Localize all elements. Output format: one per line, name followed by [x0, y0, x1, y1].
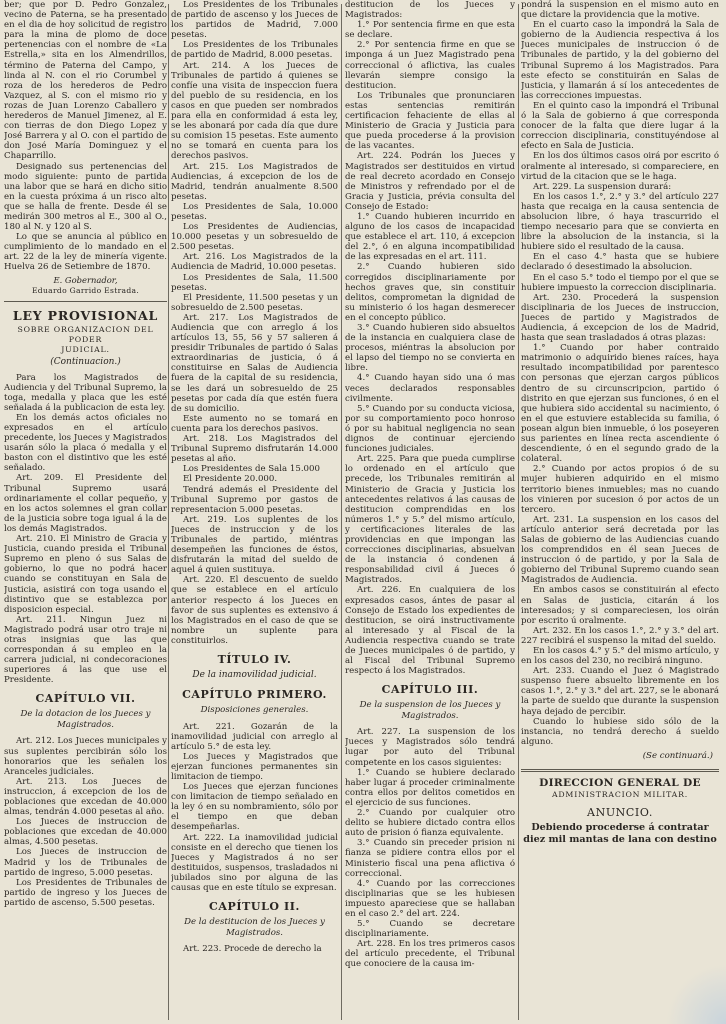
article-228: Art. 228. En los tres primeros casos del artículo precedente, el Tribunal que conociere de la causa im- — [345, 939, 515, 970]
article-224: Art. 224. Podrán los Jueces y Magistrados ser destituidos en virtud de real decreto acordado en Consejo de Ministros y refrendado por el de Gracia y Justicia, prévia consulta del Consejo de Estado: — [345, 151, 515, 212]
chapter-heading: CAPÍTULO VII. — [35, 692, 136, 706]
article-211: Art. 211. Ningun Juez ni Magistrado podrá usar otro traje ni otras insignias que las que correspondan á su empleo en la carrera judicial, ni condecoraciones superiores á las que use el Presidente. — [4, 614, 167, 686]
paragraph: Los Presidentes de Tribunales de partido de ingreso y los Jueces de partido de ascenso, 5.500 pesetas. — [4, 877, 167, 908]
column-rule — [518, 4, 519, 1020]
paragraph: Tendrá además el Presidente del Tribunal Supremo por gastos de representacion 5.000 pesetas. — [171, 484, 338, 515]
column-rule — [341, 4, 342, 1020]
paragraph: 3.° Cuando sin preceder prision ni fianza se pidiere contra ellos por el Ministerio fiscal una pena aflictiva ó correccional. — [345, 838, 515, 879]
announcement-text: Debiendo procederse á contratar diez mil mantas de lana con destino — [523, 821, 717, 845]
chapter-subtitle: De la destitucion de los Jueces y Magistrados. — [184, 917, 325, 938]
paragraph: Cuando lo hubiese sido sólo de la instancia, no tendrá derecho á sueldo alguno. — [521, 716, 719, 747]
chapter-heading: CAPÍTULO II. — [209, 900, 300, 914]
signature-role: E. Gobernador, — [53, 274, 118, 285]
title-subtitle: De la inamovilidad judicial. — [192, 670, 317, 680]
paragraph: Para los Magistrados de Audiencia y del Tribunal Supremo, la toga, medalla y placa que les esté señalada á la publicacion de esta ley. — [4, 372, 167, 413]
paragraph: Los Presidentes de Sala 15.000 — [183, 464, 320, 475]
article-226: Art. 226. En cualquiera de los expresados casos, ántes de pasar al Consejo de Estado los expedientes de destitucion, se oirá instructivamente al interesado y al Fiscal de la Audiencia respectiva cuando se trate de Jueces municipales ó de partido, y al Fiscal del Tribunal Supremo respecto á los Magistrados. — [345, 585, 515, 677]
paragraph: Este aumento no se tomará en cuenta para los derechos pasivos. — [171, 413, 338, 434]
paragraph: En el quinto caso la impondrá el Tribunal ó la Sala de gobierno á que corresponda conocer de la falta que diere lugar á la correccion disciplinaria, constituyéndose al efecto en Sala de Justicia. — [521, 100, 719, 152]
paragraph: Los Jueces de instruccion de Madrid y los de Tribunales de partido de ingreso, 5.000 pesetas. — [4, 847, 167, 878]
law-subtitle-2: JUDICIAL. — [61, 344, 110, 354]
signature-name: Eduardo Garrido Estrada. — [31, 285, 140, 295]
paragraph: 2.° Cuando por cualquier otro delito se hubiere dictado contra ellos auto de prision ó fianza equivalente. — [345, 808, 515, 839]
article-213: Art. 213. Los Jueces de instruccion, á excepcion de los de poblaciones que excedan de 40.000 almas, tendrán 4.000 pesetas al año. — [4, 776, 167, 818]
paragraph: Los Presidentes de Sala, 11.500 pesetas. — [171, 272, 338, 293]
article-219: Art. 219. Los suplentes de los Jueces de instruccion y de los Tribunales de partido, miéntras desempeñen las funciones de éstos, disfrutarán la mitad del sueldo de aquel á quien sustituya. — [171, 514, 338, 576]
article-230: Art. 230. Procederá la suspension disciplinaria de los Jueces de instruccion, Jueces de partido y Magistrados de Audiencia, á excepcion de los de Madrid, hasta que sean trasladados á otras plazas: — [521, 292, 719, 344]
divider — [4, 301, 167, 302]
article-212: Art. 212. Los Jueces municipales y sus suplentes percibirán sólo los honorarios que les señalen los Aranceles judiciales. — [4, 736, 167, 777]
paragraph: destitucion de los Jueces y Magistrados: — [345, 0, 515, 21]
column-1 — [4, 0, 167, 1024]
chapter-subtitle: Disposiciones generales. — [200, 705, 309, 715]
paragraph: Lo que se anuncia al público en cumplimiento de lo mandado en el art. 22 de la ley de minería vigente. Huelva 26 de Setiembre de 1870. — [4, 232, 167, 273]
paragraph: El Presidente, 11.500 pesetas y un sobresueldo de 2.500 pesetas. — [171, 292, 338, 313]
paragraph: En el cuarto caso la impondrá la Sala de gobierno de la Audiencia respectiva á los Jueces municipales de instruccion ó de Tribunales de partido, y la del gobierno del Tribunal Supremo á los Magistrados. Para este efecto se constituirán en Salas de Justicia, y llamarán á sí los antecedentes de las correcciones impuestas. — [521, 20, 719, 101]
paragraph: Designado sus pertenencias del modo siguiente: punto de partida una labor que se hará en dicho sitio en la cuesta próxima á un risco alto que se halla de frente. Desde él se medirán 300 metros al E., 300 al O., 180 al N. y 120 al S. — [4, 161, 167, 233]
paragraph: El Presidente 20.000. — [183, 474, 278, 485]
paragraph: Los Presidentes de Sala, 10.000 pesetas. — [171, 201, 338, 222]
column-4 — [521, 0, 719, 1024]
article-218: Art. 218. Los Magistrados del Tribunal Supremo disfrutarán 14.000 pesetas al año. — [171, 434, 338, 465]
paragraph: 5.° Cuando se decretare disciplinariamente. — [345, 919, 515, 940]
mine-registration-text: ber; que por D. Pedro Gonzalez, vecino de Paterna, se ha presentado en el dia de hoy solicitud de registro para la mina de plomo de doce pertenencias con el nombre de «La Estrella,» sita en los Almendrillos, término de Paterna del Campo, y linda al N. con el rio Corumbel y roza de los herederos de Pedro Vazquez, al S. con el mismo rio y rozas de Juan Lorenzo Caballero y herederos de Manuel Jimenez, al E. con tierras de don Diego Lopez y José Barrera y al O. con el partido de don José María Dominguez y el Chaparrillo. — [4, 0, 167, 162]
paragraph: 2.° Por sentencia firme en que se imponga á un Juez Magistrado pena correccional ó aflictiva, las cuales llevarán siempre consigo la destitucion. — [345, 40, 515, 91]
article-231: Art. 231. La suspension en los casos del artículo anterior será decretada por las Salas de gobierno de las Audiencias cuando los comprendidos en él sean Jueces de instruccion ó de partido, y por la Sala de gobierno del Tribunal Supremo cuando sean Magistrados de Audiencia. — [521, 514, 719, 586]
paragraph: 1.° Cuando por haber contraido matrimonio o adquirido bienes raíces, haya resultado incompatibilidad por parentesco con personas que ejerzan cargos públicos dentro de su circunscripcion, partido ó distrito en que ejerzan sus funciones, ó en el que hubiera sido accidental su nacimiento, ó en el que estuviere establecida su familia, ó posean algun bien inmueble, ó los poseyeren sus parientes en línea recta ascendiente ó descendiente, ó en el segundo grado de la colateral. — [521, 343, 719, 465]
continuation-note: (Continuacion.) — [50, 356, 121, 367]
paragraph: En los casos 1.°, 2.° y 3.° del artículo 227 hasta que recaiga en la causa sentencia de absolucion libre, ó haya trascurrido el tiempo necesario para que se convierta en libre la absolucion de la instancia, si la hubiere sido el resultado de la causa. — [521, 191, 719, 253]
paper-stain — [666, 964, 726, 1024]
article-227: Art. 227. La suspension de los Jueces y Magistrados sólo tendrá lugar por auto del Tribunal competente en los casos siguientes: — [345, 727, 515, 768]
paragraph: 1.° Cuando se hubiere declarado haber lugar á proceder criminalmente contra ellos por delitos cometidos en el ejercicio de sus funciones. — [345, 767, 515, 808]
section-subheading: ADMINISTRACION MILITAR. — [551, 789, 689, 799]
paragraph: 4.° Cuando por las correcciones disciplinarias que se les hubiesen impuesto apareciese que se hallaban en el caso 2.° del art. 224. — [345, 878, 515, 919]
continuation-footer: (Se continuará.) — [642, 750, 713, 761]
paragraph: Los Presidentes de los Tribunales de partido de ascenso y los Jueces de los partidos de Madrid, 7.000 pesetas. — [171, 0, 338, 41]
paragraph: En los demás actos oficiales no expresados en el artículo precedente, los Jueces y Magistrados usarán sólo la placa ó medalla y el baston con el distintivo que les esté señalado. — [4, 412, 167, 474]
paragraph: 1.° Por sentencia firme en que esta se declare. — [345, 20, 515, 41]
article-222: Art. 222. La inamovilidad judicial consiste en el derecho que tienen los Jueces y Magistrados á no ser destituidos, suspensos, trasladados ni jubilados sino por alguna de las causas que en este título se expresan. — [171, 832, 338, 893]
column-2 — [171, 0, 338, 1024]
paragraph: Los Tribunales que pronunciaren estas sentencias remitirán certificacion fehaciente de ellas al Ministerio de Gracia y Justicia para que pueda procederse á la provision de las vacantes. — [345, 90, 515, 152]
paragraph: En ambos casos se constituirán al efecto en Salas de justicia, citarán á los interesados; y si compareciesen, los oirán por escrito ú oralmente. — [521, 585, 719, 626]
chapter-heading: CAPÍTULO PRIMERO. — [182, 688, 327, 701]
article-225: Art. 225. Para que pueda cumplirse lo ordenado en el artículo que precede, los Tribunales remitirán al Ministerio de Gracia y Justicia los antecedentes relativos á las causas de destitucion comprendidas en los números 1.° y 5.° del mismo artículo, y certificaciones literales de las providencias en que impongan las correcciones disciplinarias, absuelvan de la instancia ó condenen á responsabilidad civil á Jueces ó Magistrados. — [345, 454, 515, 586]
law-title: LEY PROVISIONAL — [12, 307, 159, 323]
title-heading: TÍTULO IV. — [217, 653, 292, 666]
paragraph: 2.° Cuando hubieren sido corregidos disciplinariamente por hechos graves que, sin constituir delitos, comprometan la dignidad de su ministerio ó los hagan desmerecer en el concepto público. — [345, 262, 515, 323]
column-rule — [168, 4, 169, 1020]
paragraph: En los casos 4.° y 5.° del mismo artículo, y en los casos del 230, no recibirá ninguno. — [521, 646, 719, 667]
article-229: Art. 229. La suspension durará: — [533, 181, 672, 192]
article-232: Art. 232. En los casos 1.°, 2.° y 3.° del art. 227 recibirá el suspenso la mitad del sueldo. — [521, 625, 719, 646]
paragraph: 3.° Cuando hubieren sido absueltos de la instancia en cualquiera clase de procesos, miéntras la absolucion por el lapso del tiempo no se convierta en libre. — [345, 323, 515, 374]
paragraph: 2.° Cuando por actos propios ó de su mujer hubieren adquirido en el mismo territorio bienes inmuebles; mas no cuando los vinieren por sucesion ó por actos de un tercero. — [521, 464, 719, 515]
paragraph: Los Presidentes de los Tribunales de partido de Madrid, 8.000 pesetas. — [171, 40, 338, 61]
paragraph: En los dos últimos casos oirá por escrito ó oralmente al interesado, si compareciere, en virtud de la citacion que se le haga. — [521, 151, 719, 182]
article-217: Art. 217. Los Magistrados de Audiencia que con arreglo á los artículos 13, 55, 56 y 57 salieren á presidir Tribunales de partido ó Salas extraordinarias de justicia, ó á constituirse en Salas de Audiencia fuera de la capital de su residencia, se les dará un sobresueldo de 25 pesetas por cada día que estén fuera de su domicilio. — [171, 312, 338, 414]
law-subtitle: SOBRE ORGANIZACION DEL PODER — [17, 324, 154, 344]
chapter-subtitle: De la dotacion de los Jueces y Magistrados. — [20, 709, 151, 730]
paragraph: Los Presidentes de Audiencias, 10.000 pesetas y un sobresueldo de 2.500 pesetas. — [171, 222, 338, 253]
paragraph: Los Jueces que ejerzan funciones con limitacion de tiempo señalado en la ley ó en su nombramiento, sólo por el tiempo en que deban desempeñarlas. — [171, 782, 338, 833]
paragraph: En el caso 5.° todo el tiempo por el que se hubiere impuesto la correccion disciplinaria. — [521, 272, 719, 293]
article-220: Art. 220. El descuento de sueldo que se establece en el artículo anterior respecto á los Jueces en favor de sus suplentes es extensivo á los Magistrados en el caso de que se nombre un suplente para constituirlos. — [171, 575, 338, 646]
article-216: Art. 216. Los Magistrados de la Audiencia de Madrid, 10.000 pesetas. — [171, 252, 338, 273]
section-heading: DIRECCION GENERAL DE — [539, 776, 701, 789]
article-215: Art. 215. Los Magistrados de Audiencias, á excepcion de los de Madrid, tendrán anualmente 8.500 pesetas. — [171, 161, 338, 202]
paragraph: En el caso 4.° hasta que se hubiere declarado ó desestimado la absolucion. — [521, 252, 719, 273]
article-233: Art. 233. Cuando el Juez ó Magistrado suspenso fuere absuelto libremente en los casos 1.°, 2.° y 3.° del art. 227, se le abonará la parte de sueldo que durante la suspension haya dejado de percibir. — [521, 666, 719, 717]
chapter-heading: CAPÍTULO III. — [381, 683, 479, 697]
article-221: Art. 221. Gozarán de la inamovilidad judicial con arreglo al artículo 5.° de esta ley. — [171, 721, 338, 752]
paragraph: Los Jueces de instruccion de poblaciones que excedan de 40.000 almas, 4.500 pesetas. — [4, 817, 167, 848]
chapter-subtitle: De la suspension de los Jueces y Magistrados. — [359, 700, 501, 721]
divider — [521, 769, 719, 772]
paragraph: 5.° Cuando por su conducta viciosa, por su comportamiento poco honroso ó por su habitual negligencia no sean dignos de continuar ejerciendo funciones judiciales. — [345, 403, 515, 455]
paragraph: Los Jueces y Magistrados que ejerzan funciones permanentes sin limitacion de tiempo. — [171, 751, 338, 782]
paragraph: 4.° Cuando hayan sido una ó mas veces declarados responsables civilmente. — [345, 373, 515, 404]
article-214: Art. 214. A los Jueces de Tribunales de partido á quienes se confíe una visita de inspeccion fuera del pueblo de su residencia, en los casos en que pueden ser nombrados para ella en conformidad á esta ley, se les abonará por cada día que dure su comision 15 pesetas. Este aumento no se tomará en cuenta para los derechos pasivos. — [171, 60, 338, 162]
column-3 — [345, 0, 515, 1024]
article-209: Art. 209. El Presidente del Tribunal Supremo usará ordinariamente el collar pequeño, y en los actos solemnes el gran collar de la justicia sobre toga igual á la de los demás Magistrados. — [4, 473, 167, 534]
paragraph: 1.° Cuando hubieren incurrido en alguno de los casos de incapacidad que establece el art. 110, á excepcion del 2.°, ó en alguna incompatibilidad de las expresadas en el art. 111. — [345, 211, 515, 263]
article-223: Art. 223. Procede de derecho la — [183, 944, 322, 955]
announcement-heading: ANUNCIO. — [587, 805, 653, 819]
article-210: Art. 210. El Ministro de Gracia y Justicia, cuando presida el Tribunal Supremo en pleno ó sus Salas de gobierno, lo que no podrá hacer cuando se constituyan en Sala de Justicia, asistirá con toga usando el distintivo que se establezca por disposicion especial. — [4, 534, 167, 615]
paragraph: pondrá la suspension en el mismo auto en que dictare la providencia que la motive. — [521, 0, 719, 21]
